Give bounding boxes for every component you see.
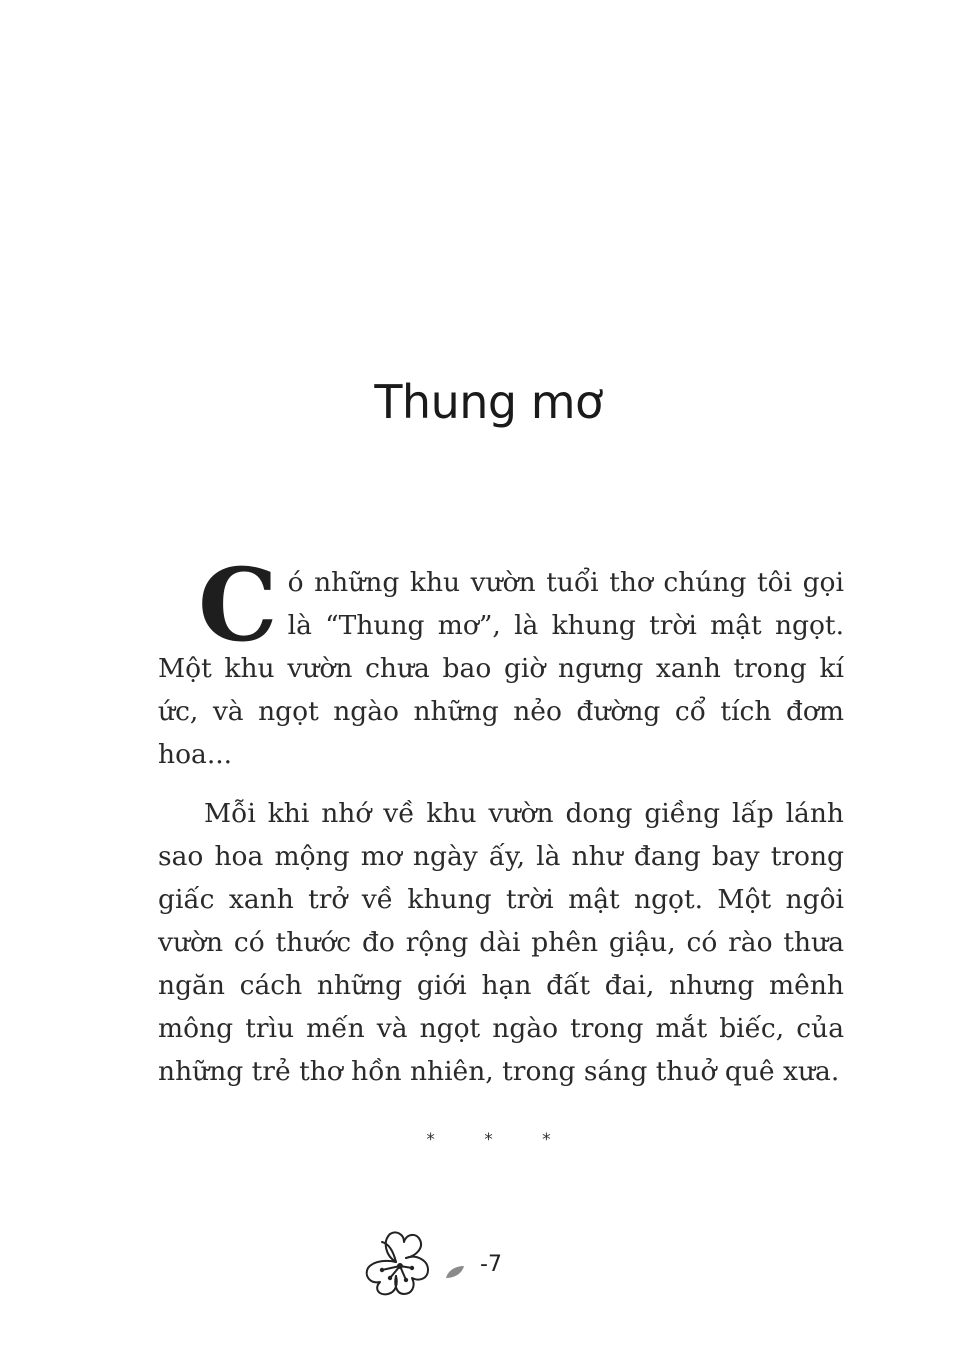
plum-blossom-icon xyxy=(360,1226,436,1298)
second-paragraph: Mỗi khi nhớ về khu vườn dong giềng lấp lánh sao hoa mộng mơ ngày ấy, là như đang bay trong giấc xanh trở về khung trời mật ngọt. Một ngôi vườn có thước đo rộng dài phên giậu, có rào thưa ngăn cách những giới hạn đất đai, nhưng mênh mông trìu mến và ngọt ngào trong mắt biếc, của những trẻ thơ hồn nhiên, trong sáng thuở quê xưa. xyxy=(158,798,844,1087)
chapter-body xyxy=(158,546,844,1093)
chapter-title: Thung mơ xyxy=(374,375,603,429)
page-number: -7 xyxy=(480,1252,502,1277)
page-footer xyxy=(360,1226,560,1301)
first-paragraph-text: ó những khu vườn tuổi thơ chúng tôi gọi là “Thung mơ”, là khung trời mật ngọt. Một khu vườn chưa bao giờ ngưng xanh trong kí ức, và ngọt ngào những nẻo đường cổ tích đơm hoa... xyxy=(158,567,844,770)
section-separator: * * * xyxy=(426,1130,573,1150)
first-paragraph xyxy=(158,546,844,776)
petal-icon xyxy=(444,1264,466,1280)
drop-cap: C xyxy=(198,546,278,664)
